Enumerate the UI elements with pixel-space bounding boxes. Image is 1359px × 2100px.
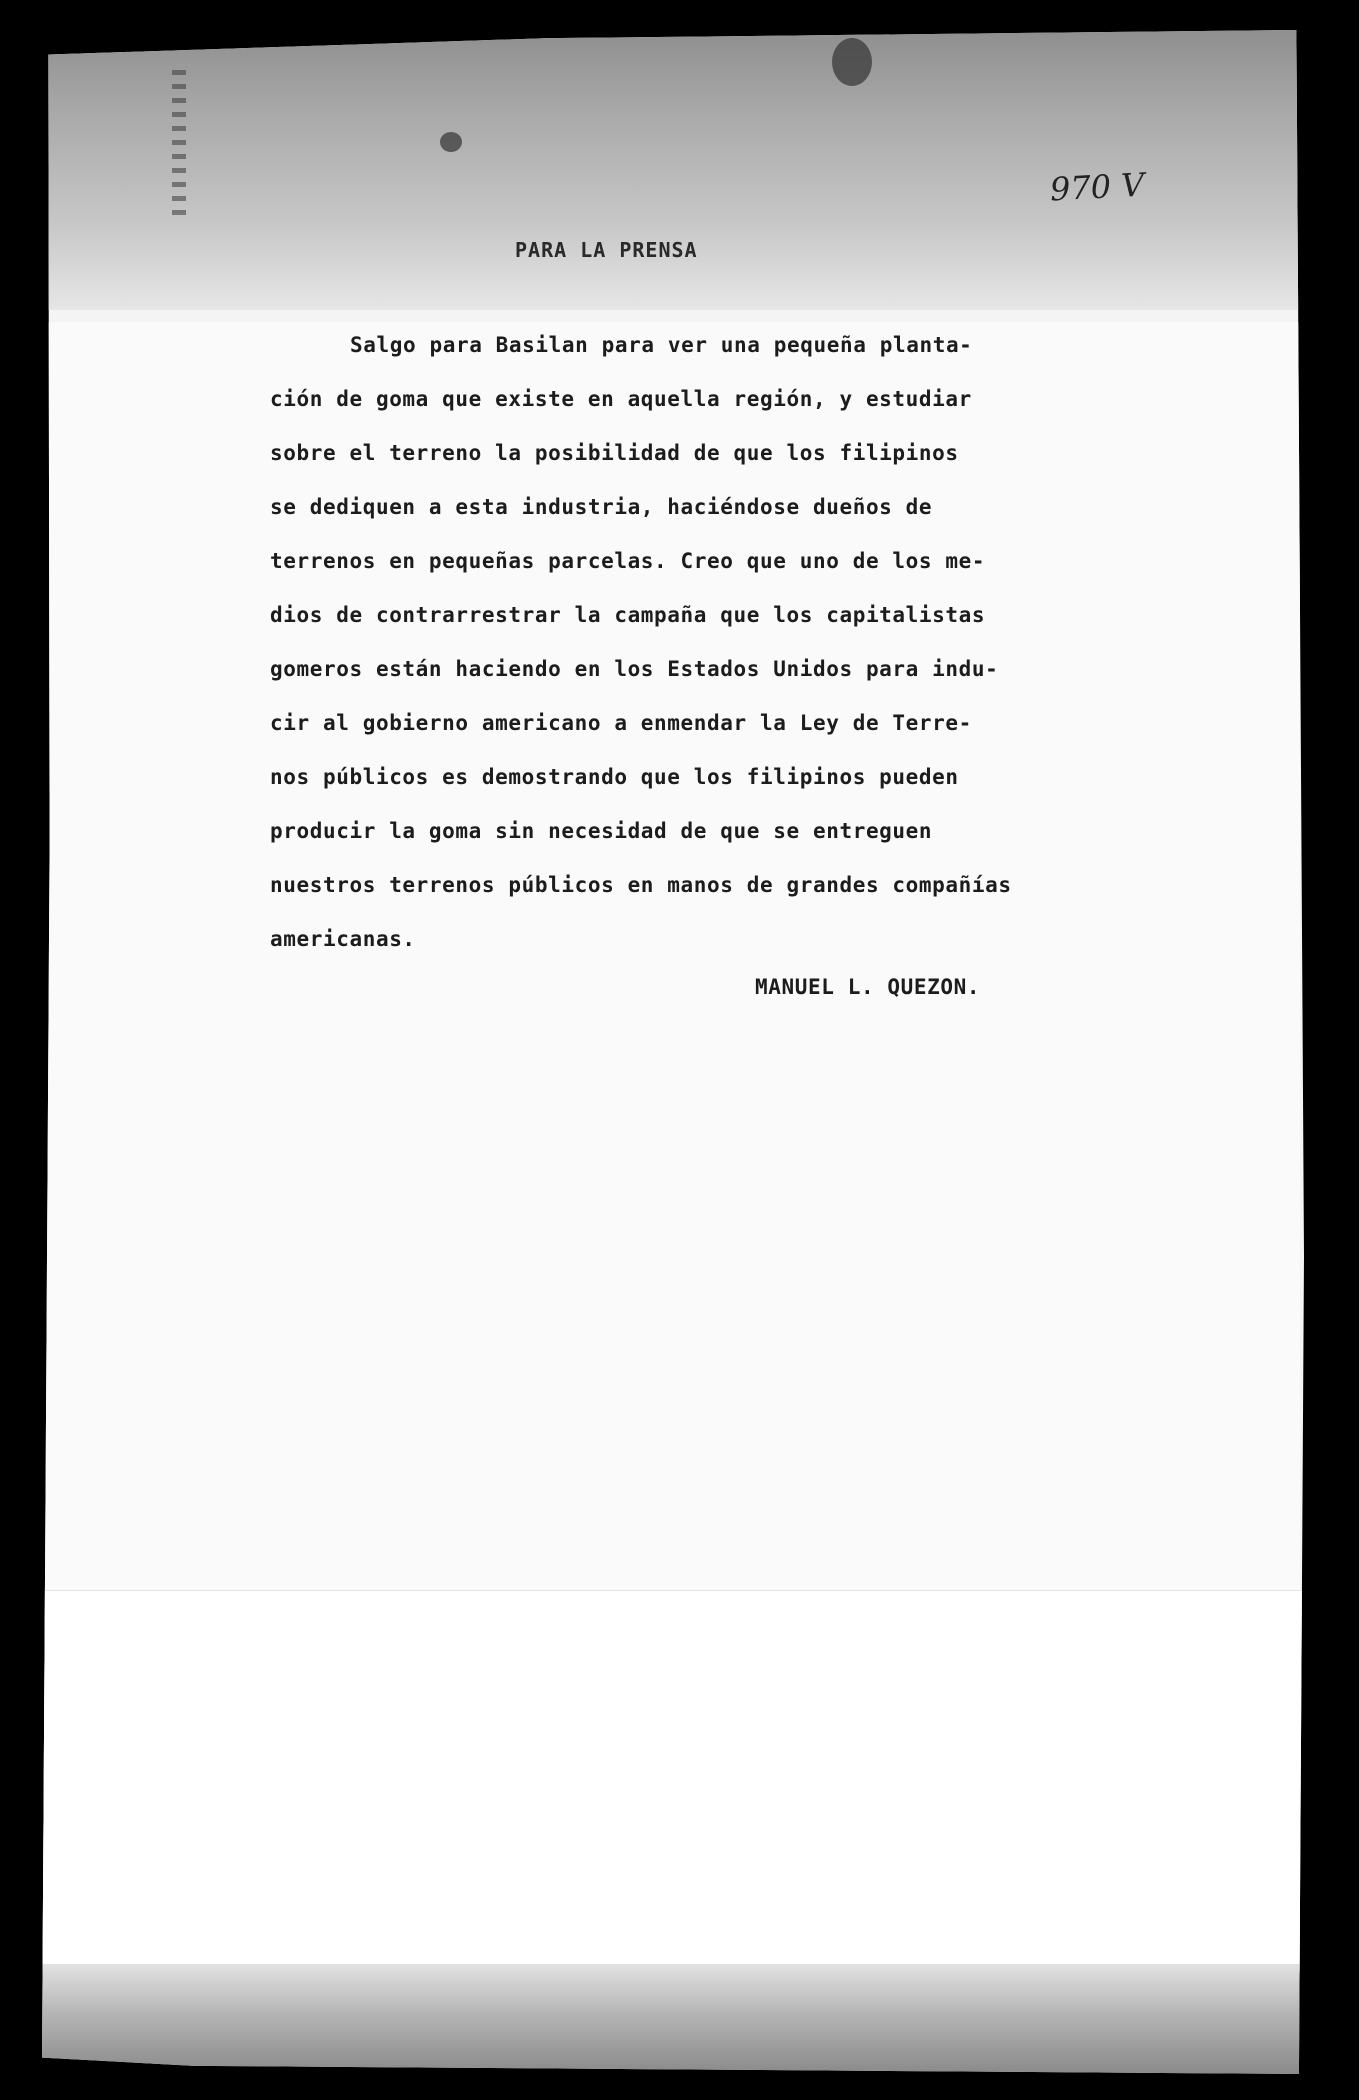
body-text (270, 318, 1170, 966)
signature-name: MANUEL L. QUEZON. (755, 975, 981, 999)
body-line: dios de contrarrestrar la campaña que los capitalistas (270, 603, 986, 627)
body-line: Salgo para Basilan para ver una pequeña planta- (350, 333, 973, 357)
body-line: ción de goma que existe en aquella región, y estudiar (270, 387, 972, 411)
body-line: nuestros terrenos públicos en manos de grandes compañías (270, 873, 1012, 897)
inner-page-lower-fold (42, 1590, 1304, 1973)
body-line: nos públicos es demostrando que los filipinos pueden (270, 765, 959, 789)
body-line: producir la goma sin necesidad de que se entreguen (270, 819, 933, 843)
body-line: terrenos en pequeñas parcelas. Creo que uno de los me- (270, 549, 986, 573)
body-line: gomeros están haciendo en los Estados Unidos para indu- (270, 657, 999, 681)
body-line: americanas. (270, 927, 416, 951)
sheet-bottom-shading (42, 1964, 1304, 2074)
archive-reference-number: 970 V (1049, 165, 1146, 209)
body-line: sobre el terreno la posibilidad de que los filipinos (270, 441, 959, 465)
document-heading: PARA LA PRENSA (515, 238, 698, 262)
body-line: se dediquen a esta industria, haciéndose dueños de (270, 495, 933, 519)
staple-holes (172, 70, 186, 220)
ink-blot-top (832, 38, 872, 86)
body-line: cir al gobierno americano a enmendar la Ley de Terre- (270, 711, 972, 735)
ink-blot-mark (440, 132, 462, 152)
